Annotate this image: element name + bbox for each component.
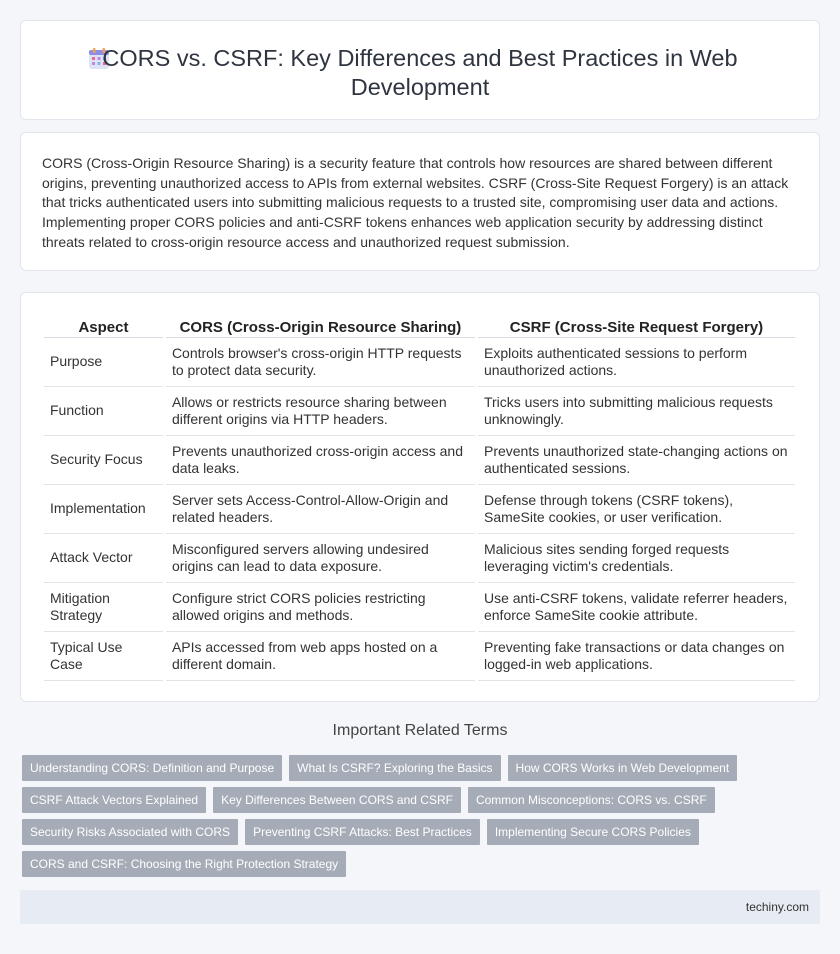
cors-cell: Misconfigured servers allowing undesired origins can lead to data exposure. (166, 534, 475, 583)
title-card (20, 20, 820, 120)
related-term-tag[interactable]: How CORS Works in Web Development (508, 755, 738, 781)
aspect-cell: Implementation (44, 485, 163, 534)
header-csrf: CSRF (Cross-Site Request Forgery) (478, 314, 795, 338)
footer (20, 890, 820, 924)
cors-cell: Configure strict CORS policies restricting allowed origins and methods. (166, 583, 475, 632)
table-header-row (44, 314, 795, 338)
page-title: CORS vs. CSRF: Key Differences and Best Practices in Web Development (102, 45, 738, 100)
comparison-card (20, 292, 820, 702)
table-row (44, 534, 795, 583)
cors-cell: APIs accessed from web apps hosted on a different domain. (166, 632, 475, 681)
aspect-cell: Attack Vector (44, 534, 163, 583)
table-row (44, 485, 795, 534)
aspect-cell: Mitigation Strategy (44, 583, 163, 632)
related-term-tag[interactable]: CSRF Attack Vectors Explained (22, 787, 206, 813)
aspect-cell: Security Focus (44, 436, 163, 485)
csrf-cell: Tricks users into submitting malicious requests unknowingly. (478, 387, 795, 436)
related-term-tag[interactable]: Common Misconceptions: CORS vs. CSRF (468, 787, 715, 813)
header-cors: CORS (Cross-Origin Resource Sharing) (166, 314, 475, 338)
intro-card (20, 132, 820, 271)
related-term-tag[interactable]: CORS and CSRF: Choosing the Right Protection Strategy (22, 851, 346, 877)
related-terms-heading: Important Related Terms (332, 722, 508, 739)
footer-site-link[interactable]: techiny.com (745, 900, 809, 914)
csrf-cell: Malicious sites sending forged requests leveraging victim's credentials. (478, 534, 795, 583)
aspect-cell: Typical Use Case (44, 632, 163, 681)
cors-cell: Server sets Access-Control-Allow-Origin and related headers. (166, 485, 475, 534)
related-term-tag[interactable]: Understanding CORS: Definition and Purpose (22, 755, 282, 781)
intro-text: CORS (Cross-Origin Resource Sharing) is a security feature that controls how resources are shared between different origins, preventing unauthorized access to APIs from external websites. CSRF (Cross-Site Request Forgery) is an attack that tricks authenticated users into submitting malicious requests to a trusted site, compromising user data and actions. Implementing proper CORS policies and anti-CSRF tokens enhances web application security by addressing distinct threats related to cross-origin resource access and unauthorized request submission. (42, 155, 789, 250)
csrf-cell: Exploits authenticated sessions to perform unauthorized actions. (478, 338, 795, 387)
cors-cell: Controls browser's cross-origin HTTP requests to protect data security. (166, 338, 475, 387)
table-row (44, 583, 795, 632)
comparison-table (41, 314, 798, 681)
related-term-tag[interactable]: Key Differences Between CORS and CSRF (213, 787, 461, 813)
header-aspect: Aspect (44, 314, 163, 338)
csrf-cell: Defense through tokens (CSRF tokens), SameSite cookies, or user verification. (478, 485, 795, 534)
table-row (44, 436, 795, 485)
table-row (44, 387, 795, 436)
cors-cell: Allows or restricts resource sharing between different origins via HTTP headers. (166, 387, 475, 436)
related-term-tag[interactable]: Security Risks Associated with CORS (22, 819, 238, 845)
aspect-cell: Function (44, 387, 163, 436)
csrf-cell: Preventing fake transactions or data changes on logged-in web applications. (478, 632, 795, 681)
related-terms-list (22, 755, 762, 877)
related-term-tag[interactable]: What Is CSRF? Exploring the Basics (289, 755, 500, 781)
csrf-cell: Prevents unauthorized state-changing actions on authenticated sessions. (478, 436, 795, 485)
table-row (44, 632, 795, 681)
table-row (44, 338, 795, 387)
related-term-tag[interactable]: Implementing Secure CORS Policies (487, 819, 699, 845)
related-term-tag[interactable]: Preventing CSRF Attacks: Best Practices (245, 819, 480, 845)
aspect-cell: Purpose (44, 338, 163, 387)
csrf-cell: Use anti-CSRF tokens, validate referrer headers, enforce SameSite cookie attribute. (478, 583, 795, 632)
cors-cell: Prevents unauthorized cross-origin access and data leaks. (166, 436, 475, 485)
